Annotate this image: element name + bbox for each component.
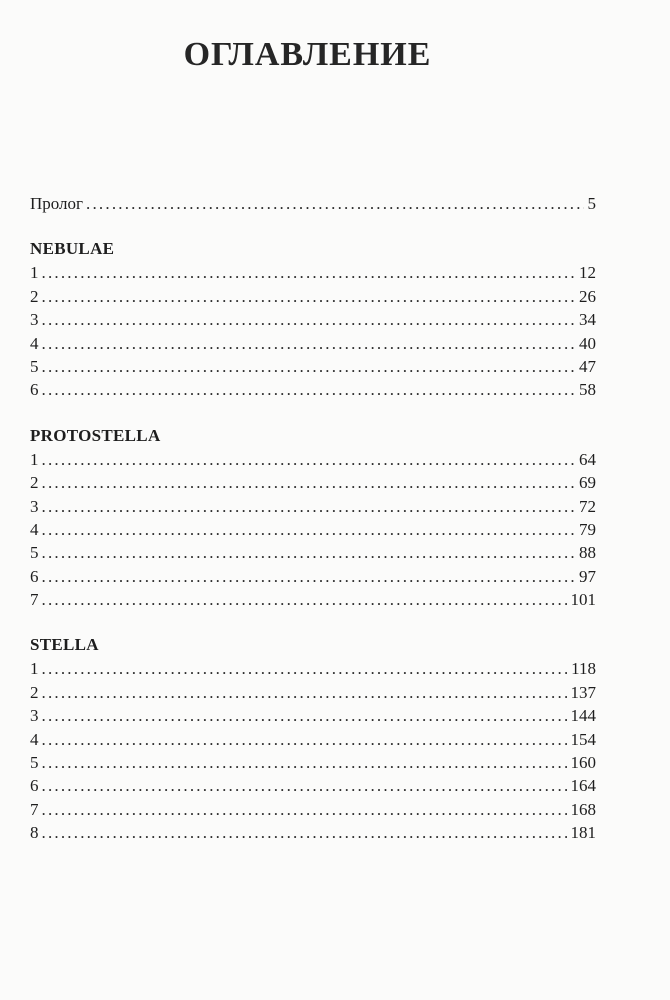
toc-entry-page: 79 [579, 519, 596, 539]
toc-entry [30, 588, 596, 611]
toc-entry-page: 97 [579, 566, 596, 586]
toc-entry [30, 657, 596, 680]
toc-entry [30, 751, 596, 774]
dot-leader [42, 751, 567, 774]
dot-leader [42, 821, 567, 844]
toc-entry [30, 378, 596, 401]
toc-entry [30, 728, 596, 751]
section-nebulae [30, 237, 596, 401]
toc-entry-page: 34 [579, 310, 596, 330]
toc-entry [30, 681, 596, 704]
toc-entry-page: 47 [579, 356, 596, 376]
section-heading: PROTOSTELLA [30, 425, 161, 445]
toc-entry [30, 798, 596, 821]
dot-leader [42, 378, 576, 401]
toc-entry [30, 821, 596, 844]
section-heading: STELLA [30, 635, 99, 655]
dot-leader [42, 681, 567, 704]
toc-entry-label: 6 [30, 776, 39, 796]
dot-leader [42, 332, 576, 355]
toc-entry-label: 7 [30, 799, 39, 819]
toc-entry-label: 4 [30, 729, 39, 749]
toc-entry-page: 168 [570, 799, 596, 819]
dot-leader [86, 192, 583, 215]
toc-entry-page: 5 [587, 194, 596, 213]
dot-leader [42, 261, 576, 284]
dot-leader [42, 565, 576, 588]
toc-entry-page: 12 [579, 263, 596, 283]
dot-leader [42, 308, 576, 331]
toc-entry-page: 181 [570, 823, 596, 843]
toc-entry-page: 88 [579, 543, 596, 563]
toc-entry-page: 118 [571, 659, 596, 679]
toc-entry [30, 308, 596, 331]
toc-entry [30, 565, 596, 588]
toc-sections [30, 237, 596, 844]
toc-entry [30, 704, 596, 727]
section-protostella [30, 424, 596, 612]
toc-entry-label: 2 [30, 682, 39, 702]
toc-entry-page: 160 [570, 753, 596, 773]
toc-entry-label: 5 [30, 543, 39, 563]
toc-entry-label: 3 [30, 496, 39, 516]
toc-entry-page: 40 [579, 333, 596, 353]
toc-entry-label: 1 [30, 449, 39, 469]
toc-entry-label: 4 [30, 519, 39, 539]
toc-entry-label: 3 [30, 310, 39, 330]
section-stella [30, 633, 596, 844]
toc-entry-label: 5 [30, 356, 39, 376]
toc-entry-prologue [30, 192, 596, 215]
dot-leader [42, 518, 576, 541]
toc-entry-page: 64 [579, 449, 596, 469]
toc-entry [30, 471, 596, 494]
toc-entry-page: 137 [570, 682, 596, 702]
toc-entry [30, 495, 596, 518]
toc-entry-label: 1 [30, 659, 39, 679]
toc-entry-label: 4 [30, 333, 39, 353]
dot-leader [42, 798, 567, 821]
toc-entry-label: Пролог [30, 194, 84, 213]
toc-entry-label: 5 [30, 753, 39, 773]
toc-entry-page: 164 [570, 776, 596, 796]
table-of-contents [30, 192, 596, 845]
toc-entry [30, 774, 596, 797]
toc-entry [30, 448, 596, 471]
dot-leader [42, 704, 567, 727]
toc-entry-page: 144 [570, 706, 596, 726]
toc-entry-label: 1 [30, 263, 39, 283]
dot-leader [42, 541, 576, 564]
toc-entry [30, 261, 596, 284]
toc-entry [30, 541, 596, 564]
toc-entry-label: 3 [30, 706, 39, 726]
toc-entry-label: 6 [30, 380, 39, 400]
dot-leader [42, 588, 567, 611]
toc-entry [30, 518, 596, 541]
toc-entry-page: 26 [579, 286, 596, 306]
toc-entry-page: 154 [570, 729, 596, 749]
toc-entry-page: 101 [570, 590, 596, 610]
toc-entry-label: 2 [30, 286, 39, 306]
toc-entry [30, 355, 596, 378]
toc-entry-label: 6 [30, 566, 39, 586]
toc-entry-label: 8 [30, 823, 39, 843]
toc-entry-label: 7 [30, 590, 39, 610]
dot-leader [42, 657, 568, 680]
toc-entry-page: 58 [579, 380, 596, 400]
dot-leader [42, 355, 576, 378]
page-title: ОГЛАВЛЕНИЕ [183, 36, 432, 73]
dot-leader [42, 495, 576, 518]
section-heading: NEBULAE [30, 239, 115, 259]
toc-entry-page: 72 [579, 496, 596, 516]
dot-leader [42, 448, 576, 471]
dot-leader [42, 471, 576, 494]
toc-entry [30, 285, 596, 308]
toc-entry-label: 2 [30, 473, 39, 493]
dot-leader [42, 774, 567, 797]
toc-entry-page: 69 [579, 473, 596, 493]
dot-leader [42, 728, 567, 751]
toc-entry [30, 332, 596, 355]
dot-leader [42, 285, 576, 308]
